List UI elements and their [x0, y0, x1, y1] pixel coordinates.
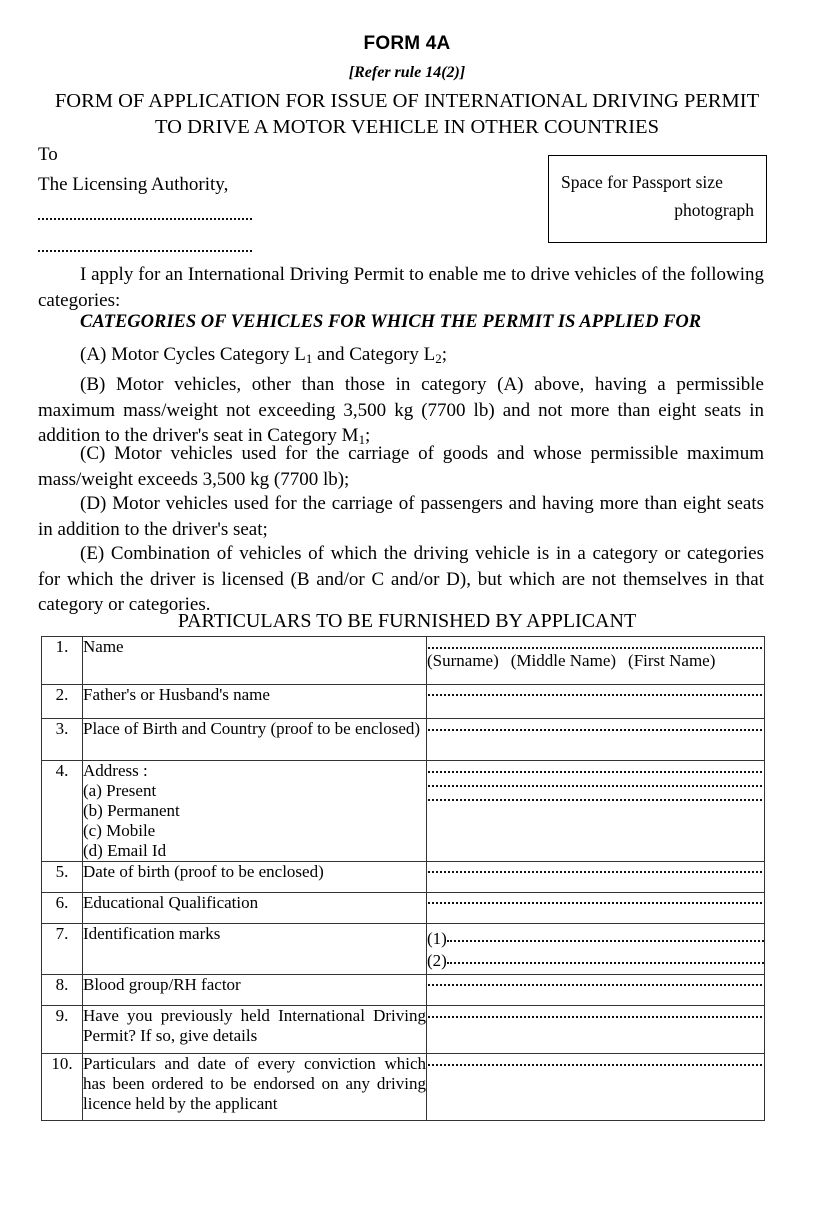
address-present-label: (a) Present [83, 781, 157, 800]
passport-box-line-2: photograph [674, 200, 754, 220]
row-number: 7. [42, 924, 83, 975]
authority-address-line-1[interactable] [38, 218, 252, 220]
categories-heading: CATEGORIES OF VEHICLES FOR WHICH THE PERMIT IS APPLIED FOR [80, 312, 702, 332]
conviction-details-input-line[interactable] [428, 1064, 762, 1066]
main-title-line-2: TO DRIVE A MOTOR VEHICLE IN OTHER COUNTRIES [155, 116, 659, 138]
address-input-line-1[interactable] [428, 771, 762, 773]
address-label: Address : [83, 761, 148, 780]
identification-mark-2[interactable] [427, 953, 764, 968]
row-label: Place of Birth and Country (proof to be enclosed) [83, 719, 427, 761]
row-value-cell[interactable] [427, 893, 765, 924]
table-row [42, 975, 765, 1006]
identification-mark-2-input-line[interactable] [447, 962, 764, 964]
to-label: To [38, 144, 58, 165]
row-label: Date of birth (proof to be enclosed) [83, 862, 427, 893]
refer-rule-subtitle: [Refer rule 14(2)] [348, 64, 466, 81]
row-value-cell[interactable] [427, 975, 765, 1006]
category-c-paragraph: (C) Motor vehicles used for the carriage of goods and whose permissible maximum mass/weight exceeds 3,500 kg (7700 lb); [38, 443, 764, 490]
row-number: 6. [42, 893, 83, 924]
row-number: 9. [42, 1006, 83, 1054]
table-row [42, 637, 765, 685]
main-title [30, 88, 784, 140]
previous-permit-input-line[interactable] [428, 1016, 762, 1018]
category-a-sub-1: 1 [305, 351, 313, 367]
row-label: Particulars and date of every conviction which has been ordered to be endorsed on any driving licence held by the applicant [83, 1054, 427, 1121]
table-row [42, 761, 765, 862]
identification-mark-1-input-line[interactable] [447, 940, 764, 942]
name-input-line[interactable] [428, 647, 762, 649]
row-number: 5. [42, 862, 83, 893]
hint-surname: (Surname) [427, 651, 499, 670]
address-input-line-2[interactable] [428, 785, 762, 787]
table-row [42, 719, 765, 761]
category-b-pre: (B) Motor vehicles, other than those in category (A) above, having a permissible maximum mass/weight not exceeding 3,500 kg (7700 lb) and not more than eight seats in addition to the driver's seat in Category M [38, 374, 764, 446]
hint-first-name: (First Name) [628, 651, 716, 670]
address-input-line-3[interactable] [428, 799, 762, 801]
row-value-cell[interactable] [427, 761, 765, 862]
row-value-cell[interactable] [427, 1006, 765, 1054]
date-of-birth-input-line[interactable] [428, 871, 762, 873]
row-value-cell[interactable] [427, 637, 765, 685]
row-value-cell[interactable] [427, 719, 765, 761]
father-husband-name-input-line[interactable] [428, 694, 762, 696]
identification-mark-1-number: (1) [427, 929, 447, 948]
identification-mark-1[interactable] [427, 931, 764, 946]
address-email-label: (d) Email Id [83, 841, 167, 860]
row-label [83, 761, 427, 862]
table-row [42, 685, 765, 719]
category-d-paragraph: (D) Motor vehicles used for the carriage of passengers and having more than eight seats in addition to the driver's seat; [38, 493, 764, 540]
passport-box-line-1: Space for Passport size [561, 172, 723, 192]
category-a-mid: and Category L [312, 344, 436, 365]
table-row [42, 862, 765, 893]
row-value-cell[interactable] [427, 924, 765, 975]
licensing-authority-label: The Licensing Authority, [38, 174, 229, 195]
apply-paragraph: I apply for an International Driving Permit to enable me to drive vehicles of the following categories: [38, 264, 764, 311]
name-parts-hint [427, 651, 764, 671]
row-label: Blood group/RH factor [83, 975, 427, 1006]
category-a-post: ; [441, 344, 447, 365]
particulars-heading: PARTICULARS TO BE FURNISHED BY APPLICANT [177, 610, 637, 632]
hint-middle-name: (Middle Name) [510, 651, 617, 670]
row-label: Name [83, 637, 427, 685]
blood-group-input-line[interactable] [428, 984, 762, 986]
row-label: Identification marks [83, 924, 427, 975]
row-number: 3. [42, 719, 83, 761]
table-row [42, 893, 765, 924]
place-of-birth-input-line[interactable] [428, 729, 762, 731]
address-permanent-label: (b) Permanent [83, 801, 180, 820]
row-value-cell[interactable] [427, 862, 765, 893]
row-label: Father's or Husband's name [83, 685, 427, 719]
row-value-cell[interactable] [427, 1054, 765, 1121]
authority-address-line-2[interactable] [38, 250, 252, 252]
educational-qualification-input-line[interactable] [428, 902, 762, 904]
form-title: FORM 4A [363, 33, 451, 54]
particulars-table [41, 636, 765, 1121]
row-number: 4. [42, 761, 83, 862]
row-label: Educational Qualification [83, 893, 427, 924]
row-number: 8. [42, 975, 83, 1006]
category-b-sub: 1 [358, 432, 366, 448]
category-e-paragraph: (E) Combination of vehicles of which the driving vehicle is in a category or categories for which the driver is licensed (B and/or C and/or D), but which are not themselves in that category or categories. [38, 543, 764, 615]
main-title-line-1: FORM OF APPLICATION FOR ISSUE OF INTERNATIONAL DRIVING PERMIT [54, 90, 760, 112]
category-a-paragraph [38, 342, 764, 372]
row-number: 10. [42, 1054, 83, 1121]
row-number: 1. [42, 637, 83, 685]
passport-photo-box[interactable] [548, 155, 767, 243]
table-row [42, 924, 765, 975]
table-row [42, 1006, 765, 1054]
table-row [42, 1054, 765, 1121]
category-b-post: ; [365, 425, 371, 446]
row-value-cell[interactable] [427, 685, 765, 719]
address-mobile-label: (c) Mobile [83, 821, 156, 840]
row-label: Have you previously held International Driving Permit? If so, give details [83, 1006, 427, 1054]
category-a-pre: (A) Motor Cycles Category L [80, 344, 306, 365]
category-a-sub-2: 2 [435, 351, 442, 367]
identification-mark-2-number: (2) [427, 951, 447, 970]
row-number: 2. [42, 685, 83, 719]
